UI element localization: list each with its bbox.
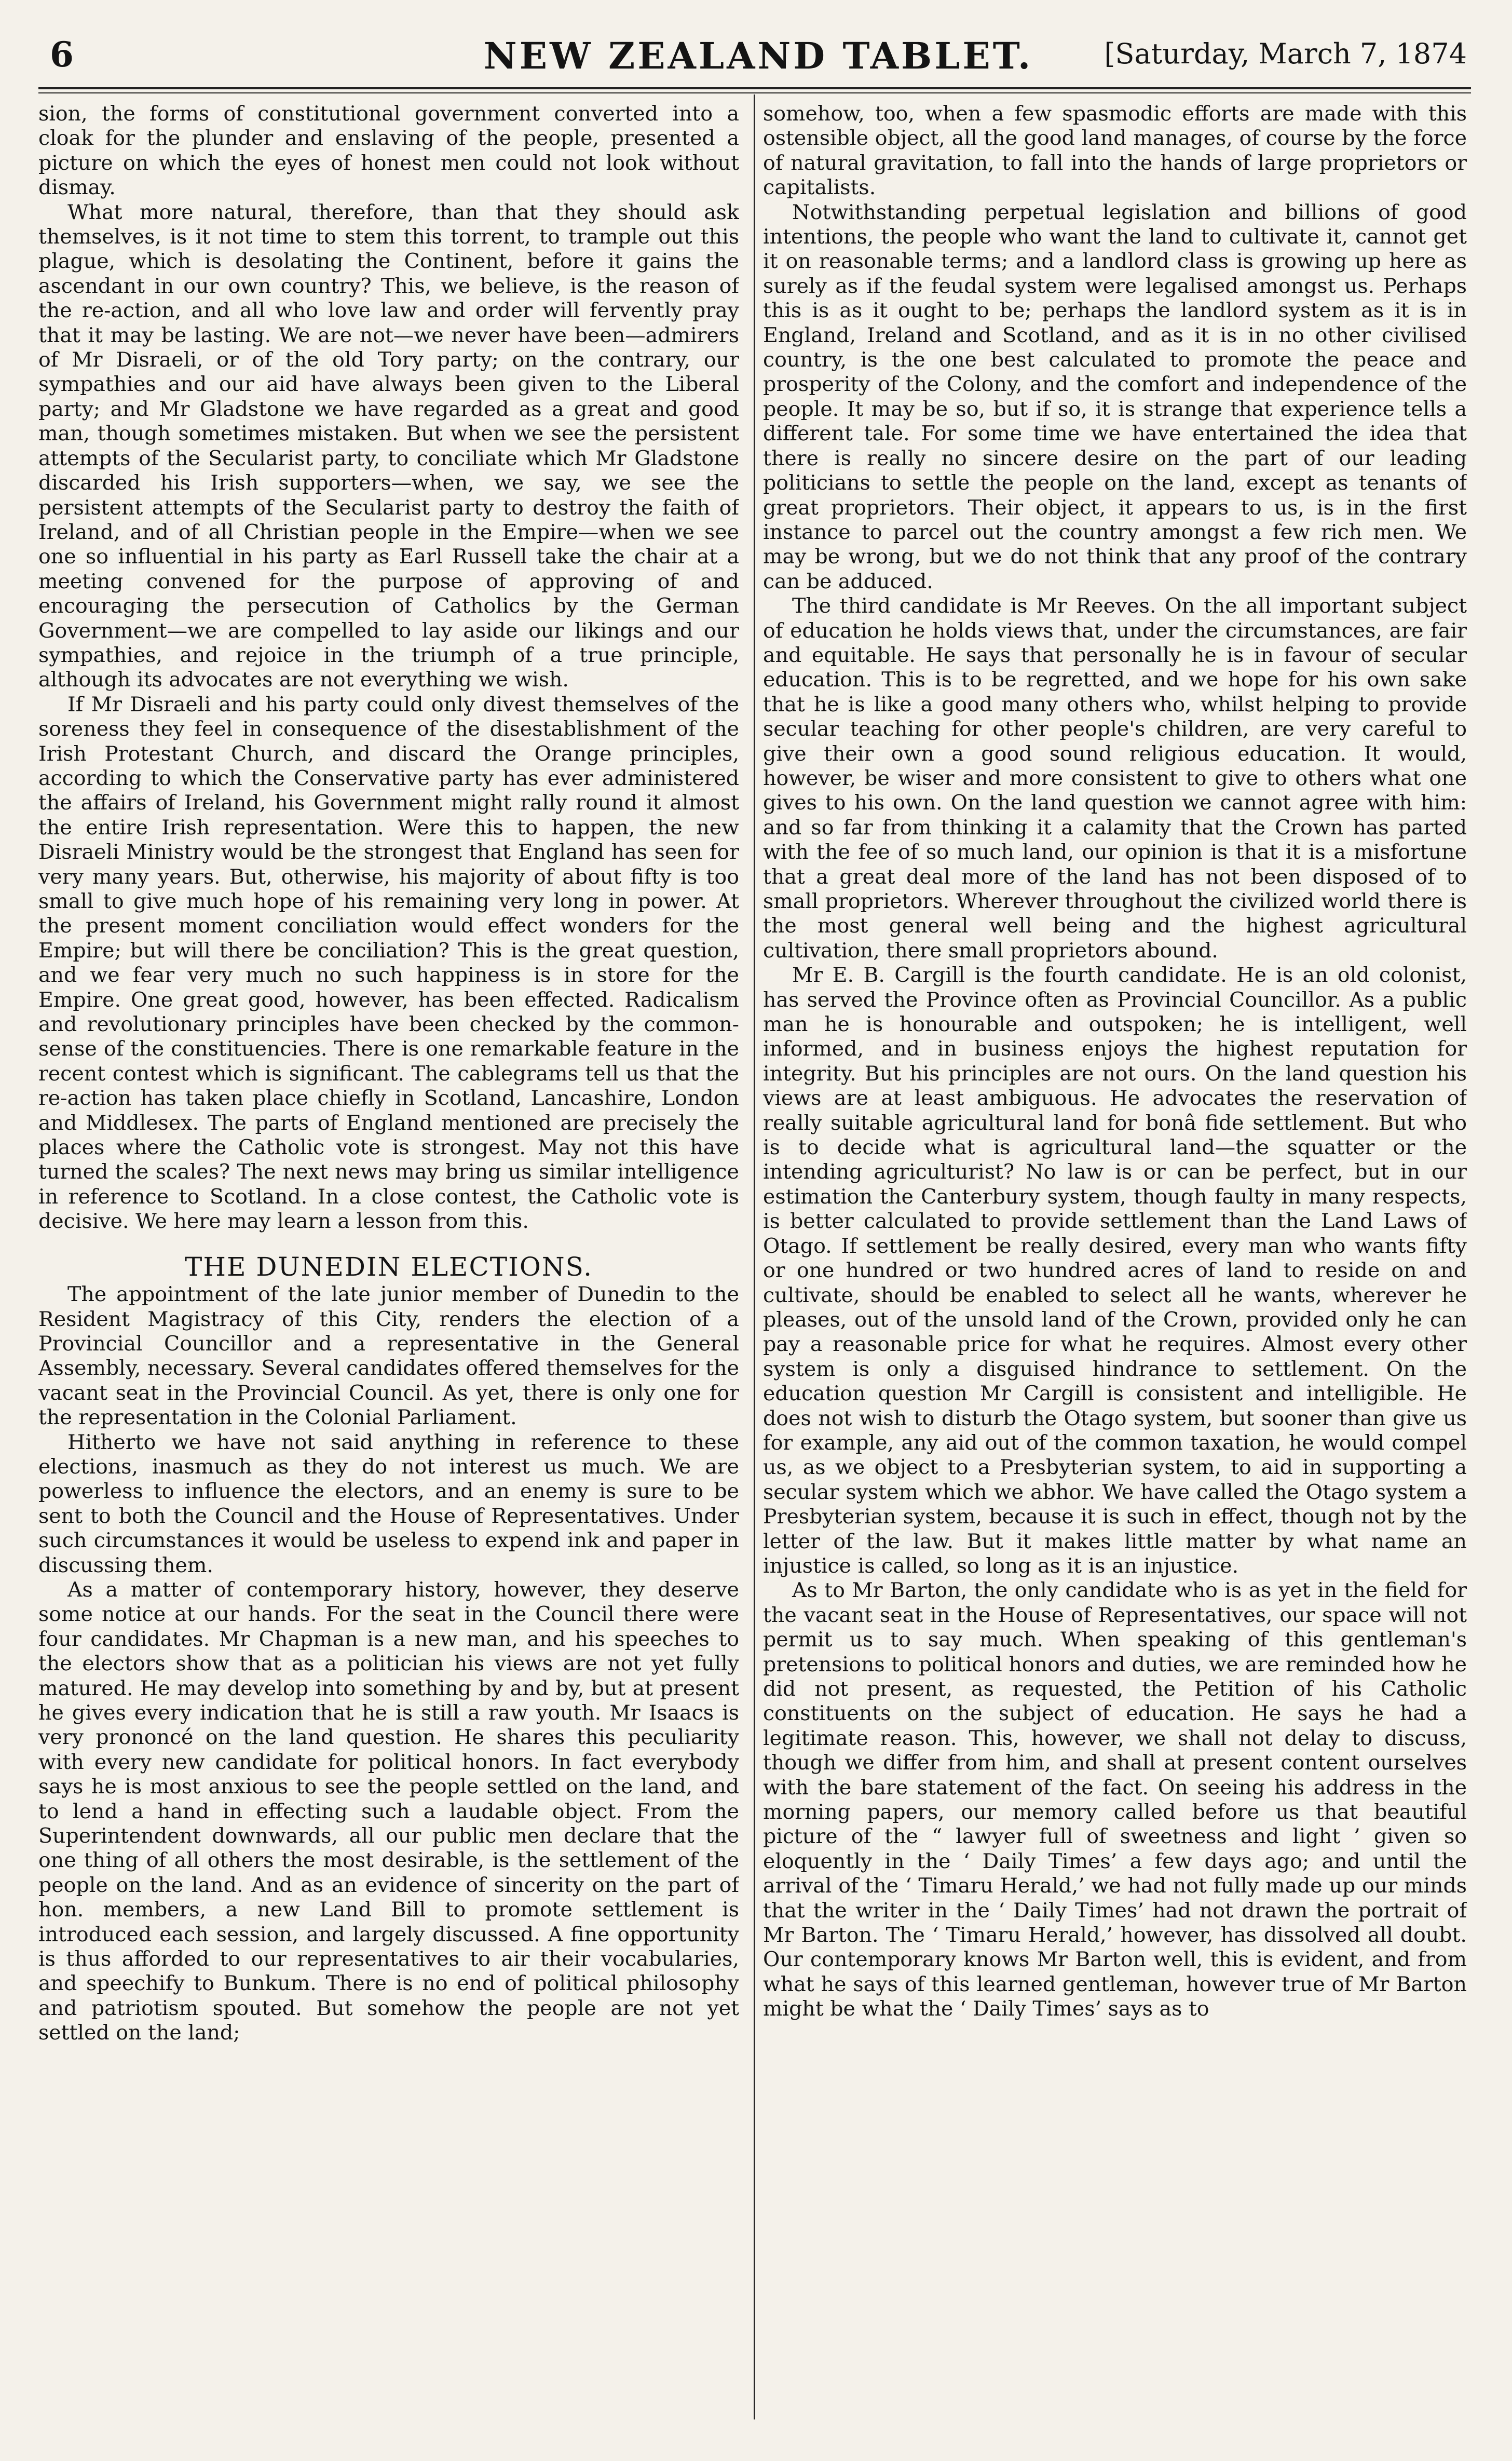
column-divider bbox=[754, 94, 755, 2419]
right-paragraph-5: As to Mr Barton, the only candidate who is as yet in the field for the vacant seat in the House of Representatives, our space will not permit us to say much. When speaking of this gentleman's pretensions to political honors and duties, we are reminded how he did not present, as requested, the Petition of his Catholic constituents on the subject of education. He says he had a legitimate reason. This, however, we shall not delay to discuss, though we differ from him, and shall at present content ourselves with the bare statement of the fact. On seeing his address in the morning papers, our memory called before us that beautiful picture of the “ lawyer full of sweetness and light ’ given so eloquently in the ‘ Daily Times’ a few days ago; and until the arrival of the ‘ Timaru Herald,’ we had not fully made up our minds that the writer in the ‘ Daily Times’ had not drawn the portrait of Mr Barton. The ‘ Timaru Herald,’ however, has dissolved all doubt. Our contemporary knows Mr Barton well, this is evident, and from what he says of this learned gentleman, however true of Mr Barton might be what the ‘ Daily Times’ says as to bbox=[763, 1578, 1467, 2021]
section-heading: THE DUNEDIN ELECTIONS. bbox=[185, 1251, 593, 1282]
right-paragraph-1: somehow, too, when a few spasmodic efforts are made with this ostensible object, all the good land manages, of course by the force of natural gravitation, to fall into the hands of large proprietors or capitalists. bbox=[763, 102, 1467, 200]
left-column bbox=[38, 102, 739, 2419]
left-paragraph-4: The appointment of the late junior member of Dunedin to the Resident Magistracy of this City, renders the election of a Provincial Councillor and a representative in the General Assembly, necessary. Several candidates offered themselves for the vacant seat in the Provincial Council. As yet, there is only one for the representation in the Colonial Parliament. bbox=[38, 1282, 739, 1430]
left-paragraph-5: Hitherto we have not said anything in reference to these elections, inasmuch as they do not interest us much. We are powerless to influence the electors, and an enemy is sure to be sent to both the Council and the House of Representatives. Under such circumstances it would be useless to expend ink and paper in discussing them. bbox=[38, 1430, 739, 1577]
right-paragraph-4: Mr E. B. Cargill is the fourth candidate. He is an old colonist, has served the Province often as Provincial Councillor. As a public man he is honourable and outspoken; he is intelligent, well informed, and in business enjoys the highest reputation for integrity. But his principles are not ours. On the land question his views are at least ambiguous. He advocates the reservation of really suitable agricultural land for bonâ fide settlement. But who is to decide what is agricultural land—the squatter or the intending agriculturist? No law is or can be perfect, but in our estimation the Canterbury system, though faulty in many respects, is better calculated to provide settlement than the Land Laws of Otago. If settlement be really desired, every man who wants fifty or one hundred or two hundred acres of land to reside on and cultivate, should be enabled to select all he wants, wherever he pleases, out of the unsold land of the Crown, provided only he can pay a reasonable price for what he requires. Almost every other system is only a disguised hindrance to settlement. On the education question Mr Cargill is consistent and intelligible. He does not wish to disturb the Otago system, but sooner than give us for example, any aid out of the common taxation, he would compel us, as we object to a Presbyterian system, to aid in supporting a secular system which we abhor. We have called the Otago system a Presbyterian system, because it is such in effect, though not by the letter of the law. But it makes little matter by what name an injustice is called, so long as it is an injustice. bbox=[763, 963, 1467, 1578]
left-paragraph-3: If Mr Disraeli and his party could only divest themselves of the soreness they feel in consequence of the disestablishment of the Irish Protestant Church, and discard the Orange principles, according to which the Conservative party has ever administered the affairs of Ireland, his Government might rally round it almost the entire Irish representation. Were this to happen, the new Disraeli Ministry would be the strongest that England has seen for very many years. But, otherwise, his majority of about fifty is too small to give much hope of his remaining very long in power. At the present moment conciliation would effect wonders for the Empire; but will there be conciliation? This is the great question, and we fear very much no such happiness is in store for the Empire. One great good, however, has been effected. Radicalism and revolutionary principles have been checked by the common-sense of the constituencies. There is one remarkable feature in the recent contest which is significant. The cablegrams tell us that the re-action has taken place chiefly in Scotland, Lancashire, London and Middlesex. The parts of England mentioned are precisely the places where the Catholic vote is strongest. May not this have turned the scales? The next news may bring us similar intelligence in reference to Scotland. In a close contest, the Catholic vote is decisive. We here may learn a lesson from this. bbox=[38, 692, 739, 1234]
right-paragraph-3: The third candidate is Mr Reeves. On the all important subject of education he holds views that, under the circumstances, are fair and equitable. He says that personally he is in favour of secular education. This is to be regretted, and we hope for his own sake that he is like a good many others who, whilst helping to provide secular teaching for other people's children, are very careful to give their own a good sound religious education. It would, however, be wiser and more consistent to give to others what one gives to his own. On the land question we cannot agree with him: and so far from thinking it a calamity that the Crown has parted with the fee of so much land, our opinion is that it is a misfortune that a great deal more of the land has not been disposed of to small proprietors. Wherever throughout the civilized world there is the most general well being and the highest agricultural cultivation, there small proprietors abound. bbox=[763, 594, 1467, 963]
page-header bbox=[50, 30, 1467, 82]
left-paragraph-6: As a matter of contemporary history, however, they deserve some notice at our hands. For the seat in the Council there were four candidates. Mr Chapman is a new man, and his speeches to the electors show that as a politician his views are not yet fully matured. He may develop into something by and by, but at present he gives every indication that he is still a raw youth. Mr Isaacs is very prononcé on the land question. He shares this peculiarity with every new candidate for political honors. In fact everybody says he is most anxious to see the people settled on the land, and to lend a hand in effecting such a laudable object. From the Superintendent downwards, all our public men declare that the one thing of all others the most desirable, is the settlement of the people on the land. And as an evidence of sincerity on the part of hon. members, a new Land Bill to promote settlement is introduced each session, and largely discussed. A fine opportunity is thus afforded to our representatives to air their vocabularies, and speechify to Bunkum. There is no end of political philosophy and patriotism spouted. But somehow the people are not yet settled on the land; bbox=[38, 1577, 739, 2045]
page-number: 6 bbox=[50, 34, 74, 75]
right-paragraph-2: Notwithstanding perpetual legislation and billions of good intentions, the people who want the land to cultivate it, cannot get it on reasonable terms; and a landlord class is growing up here as surely as if the feudal system were legalised amongst us. Perhaps this is as it ought to be; perhaps the landlord system as it is in England, Ireland and Scotland, and as it is in no other civilised country, is the one best calculated to promote the peace and prosperity of the Colony, and the comfort and independence of the people. It may be so, but if so, it is strange that experience tells a different tale. For some time we have entertained the idea that there is really no sincere desire on the part of our leading politicians to settle the people on the land, except as tenants of great proprietors. Their object, it appears to us, is in the first instance to parcel out the country amongst a few rich men. We may be wrong, but we do not think that any proof of the contrary can be adduced. bbox=[763, 200, 1467, 593]
header-rule-thin bbox=[38, 92, 1471, 93]
paper-title: NEW ZEALAND TABLET. bbox=[483, 34, 1033, 77]
header-rule bbox=[38, 87, 1471, 89]
left-paragraph-2: What more natural, therefore, than that they should ask themselves, is it not time to stem this torrent, to trample out this plague, which is desolating the Continent, before it gains the ascendant in our own country? This, we believe, is the reason of the re-action, and all who love law and order will fervently pray that it may be lasting. We are not—we never have been—admirers of Mr Disraeli, or of the old Tory party; on the contrary, our sympathies and our aid have always been given to the Liberal party; and Mr Gladstone we have regarded as a great and good man, though sometimes mistaken. But when we see the persistent attempts of the Secularist party, to conciliate which Mr Gladstone discarded his Irish supporters—when, we say, we see the persistent attempts of the Secularist party to destroy the faith of Ireland, and of all Christian people in the Empire—when we see one so influential in his party as Earl Russell take the chair at a meeting convened for the purpose of approving of and encouraging the persecution of Catholics by the German Government—we are compelled to lay aside our likings and our sympathies, and rejoice in the triumph of a true principle, although its advocates are not everything we wish. bbox=[38, 200, 739, 692]
issue-date: [Saturday, March 7, 1874 bbox=[1104, 37, 1467, 70]
right-column bbox=[763, 102, 1467, 2419]
left-paragraph-1: sion, the forms of constitutional government converted into a cloak for the plunder and enslaving of the people, presented a picture on which the eyes of honest men could not look without dismay. bbox=[38, 102, 739, 200]
